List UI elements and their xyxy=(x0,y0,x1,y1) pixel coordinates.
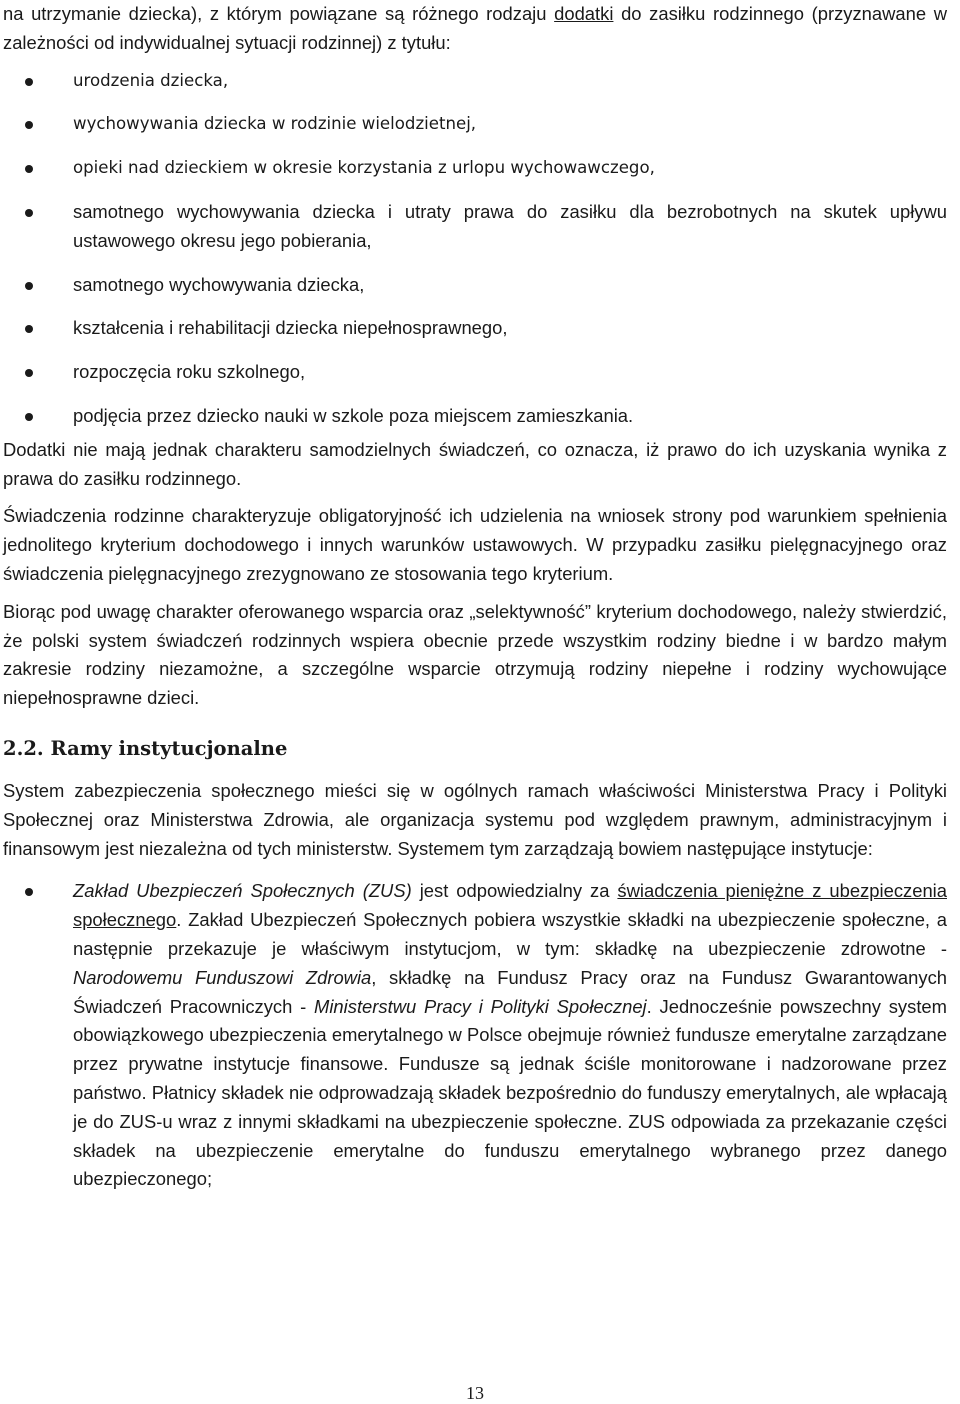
dodatki-link[interactable]: dodatki xyxy=(554,3,614,24)
bullet-icon xyxy=(25,888,33,896)
ministry-name: Ministerstwu Pracy i Polityki Społecznej xyxy=(314,995,647,1017)
bullet-icon xyxy=(25,165,33,173)
zus-name: Zakład Ubezpieczeń Społecznych (ZUS) xyxy=(73,880,412,902)
list-item: urodzenia dziecka, xyxy=(3,67,947,96)
allowance-list xyxy=(3,67,947,431)
intro-text: na utrzymanie dziecka), z którym powiązane są różnego rodzaju xyxy=(3,3,555,24)
intro-text-continued: do zasiłku rodzinnego (przyznawane w zależności od indywidualnej sytuacji rodzinnej) z tytułu: xyxy=(3,3,947,53)
intro-paragraph xyxy=(3,0,947,58)
list-item: opieki nad dzieckiem w okresie korzystania z urlopu wychowawczego, xyxy=(3,154,947,183)
paragraph-wsparcie: Biorąc pod uwagę charakter oferowanego wsparcia oraz „selektywność” kryterium dochodowego, należy stwierdzić, że polski system świadczeń rodzinnych wspiera obecnie przede wszystkim rodziny biedne i w bardzo małym zakresie rodziny niezamożne, a szczególne wsparcie otrzymują rodziny niepełne i rodziny wychowujące niepełnosprawne dzieci. xyxy=(3,600,947,709)
list-item: Zakład Ubezpieczeń Społecznych (ZUS) jest odpowiedzialny za świadczenia pieniężne z ubezpieczenia społecznego. Zakład Ubezpieczeń Społecznych pobiera wszystkie składki na ubezpieczenie społeczne, a następnie przekazuje je właściwym instytucjom, w tym: składkę na ubezpieczenie zdrowotne - Narodowemu Funduszowi Zdrowia, składkę na Fundusz Pracy oraz na Fundusz Gwarantowanych Świadczeń Pracowniczych - Ministerstwu Pracy i Polityki Społecznej. Jednocześnie powszechny system obowiązkowego ubezpieczenia emerytalnego w Polsce obejmuje również fundusze emerytalne zarządzane przez prywatne instytucje finansowe. Fundusze są jednak ściśle monitorowane i nadzorowane przez państwo. Płatnicy składek nie odprowadzają składek bezpośrednio do funduszy emerytalnych, ale wpłacają je do ZUS-u wraz z innymi składkami na ubezpieczenie społeczne. ZUS odpowiada za przekazanie części składek na ubezpieczenie emerytalne do funduszu emerytalnego wybranego przez danego ubezpieczonego; xyxy=(3,877,947,1194)
bullet-icon xyxy=(25,413,33,421)
document-body xyxy=(3,0,947,1194)
bullet-icon xyxy=(25,325,33,333)
list-item: podjęcia przez dziecko nauki w szkole poza miejscem zamieszkania. xyxy=(3,402,947,431)
paragraph-swiadczenia: Świadczenia rodzinne charakteryzuje obligatoryjność ich udzielenia na wniosek strony pod warunkiem spełnienia jednolitego kryterium dochodowego i innych warunków ustawowych. W przypadku zasiłku pielęgnacyjnego oraz świadczenia pielęgnacyjnego zrezygnowano ze stosowania tego kryterium. xyxy=(3,505,947,584)
section-heading: 2.2. Ramy instytucjonalne xyxy=(3,736,288,760)
bullet-icon xyxy=(25,209,33,217)
bullet-icon xyxy=(25,282,33,290)
swiadczenia-link[interactable]: świadczenia pieniężne z ubezpieczenia społecznego xyxy=(73,880,947,931)
list-item: kształcenia i rehabilitacji dziecka niepełnosprawnego, xyxy=(3,314,947,343)
list-item: samotnego wychowywania dziecka i utraty prawa do zasiłku dla bezrobotnych na skutek upływu ustawowego okresu jego pobierania, xyxy=(3,198,947,256)
paragraph-dodatki: Dodatki nie mają jednak charakteru samodzielnych świadczeń, co oznacza, iż prawo do ich uzyskania wynika z prawa do zasiłku rodzinnego. xyxy=(3,438,947,489)
list-item: wychowywania dziecka w rodzinie wielodzietnej, xyxy=(3,110,947,139)
page-number: 13 xyxy=(466,1383,484,1403)
bullet-icon xyxy=(25,369,33,377)
section-paragraph: System zabezpieczenia społecznego mieści się w ogólnych ramach właściwości Ministerstwa Pracy i Polityki Społecznej oraz Ministerstwa Zdrowia, ale organizacja systemu pod względem prawnym, administracyjnym i finansowym jest niezależna od tych ministerstw. Systemem tym zarządzają bowiem następujące instytucje: xyxy=(3,779,947,859)
bullet-icon xyxy=(25,121,33,129)
bullet-icon xyxy=(25,78,33,86)
list-item: samotnego wychowywania dziecka, xyxy=(3,271,947,300)
list-item: rozpoczęcia roku szkolnego, xyxy=(3,358,947,387)
nfz-name: Narodowemu Funduszowi Zdrowia xyxy=(73,966,372,988)
institutions-list xyxy=(3,877,947,1194)
